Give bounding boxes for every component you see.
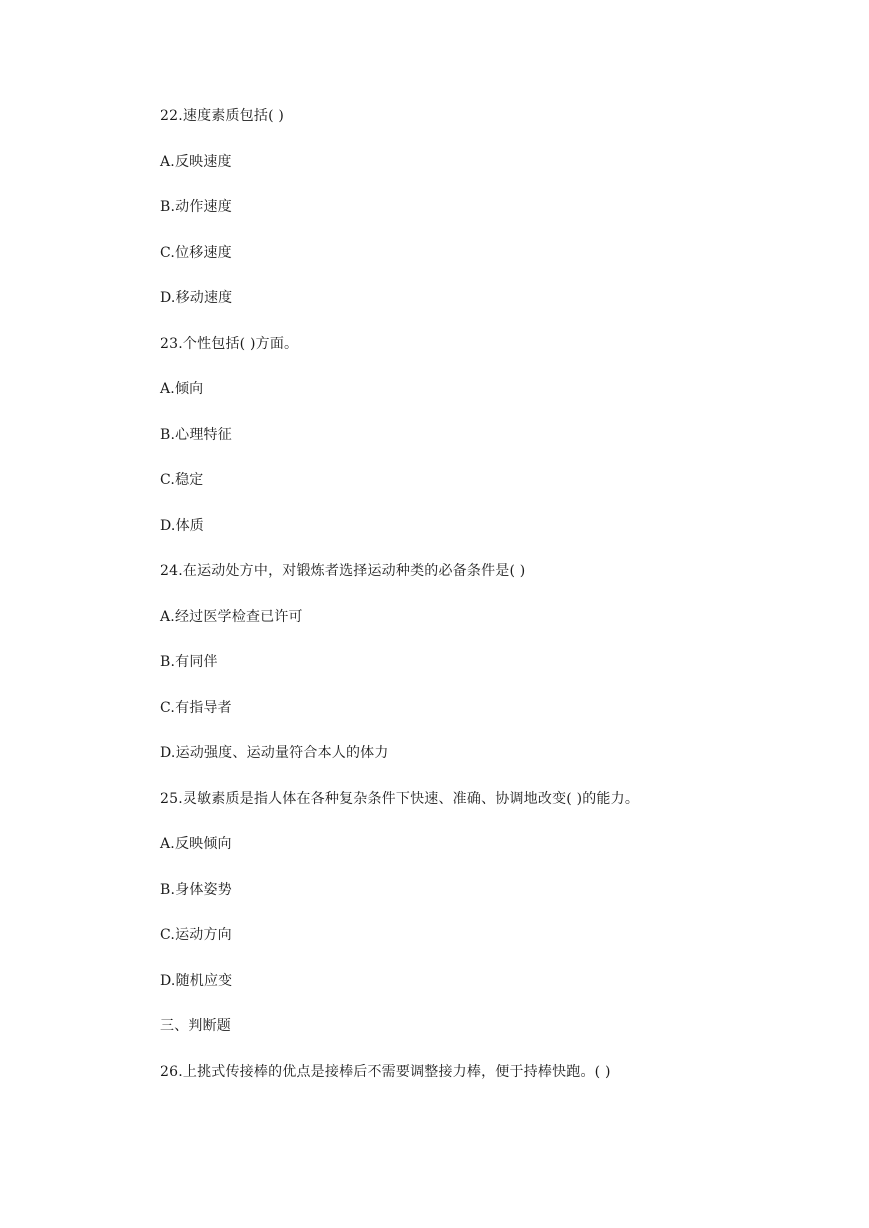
question-stem: 25.灵敏素质是指人体在各种复杂条件下快速、准确、协调地改变( )的能力。 (160, 791, 640, 807)
option-c: C.稳定 (160, 472, 204, 488)
option-d: D.体质 (160, 518, 204, 534)
judgment-question: 26.上挑式传接棒的优点是接棒后不需要调整接力棒，便于持棒快跑。( ) (160, 1064, 611, 1080)
option-a: A.经过医学检查已许可 (160, 609, 303, 625)
option-a: A.反映倾向 (160, 836, 232, 852)
option-a: A.倾向 (160, 381, 204, 397)
option-b: B.心理特征 (160, 427, 232, 443)
option-d: D.随机应变 (160, 973, 233, 989)
option-b: B.身体姿势 (160, 882, 232, 898)
option-c: C.运动方向 (160, 927, 232, 943)
option-b: B.动作速度 (160, 199, 232, 215)
section-heading: 三、判断题 (160, 1018, 231, 1034)
option-c: C.位移速度 (160, 245, 232, 261)
question-stem: 24.在运动处方中，对锻炼者选择运动种类的必备条件是( ) (160, 563, 526, 579)
question-stem: 23.个性包括( )方面。 (160, 336, 299, 352)
option-d: D.运动强度、运动量符合本人的体力 (160, 745, 389, 761)
option-d: D.移动速度 (160, 290, 233, 306)
option-b: B.有同伴 (160, 654, 218, 670)
option-a: A.反映速度 (160, 154, 232, 170)
option-c: C.有指导者 (160, 700, 232, 716)
question-stem: 22.速度素质包括( ) (160, 108, 285, 124)
